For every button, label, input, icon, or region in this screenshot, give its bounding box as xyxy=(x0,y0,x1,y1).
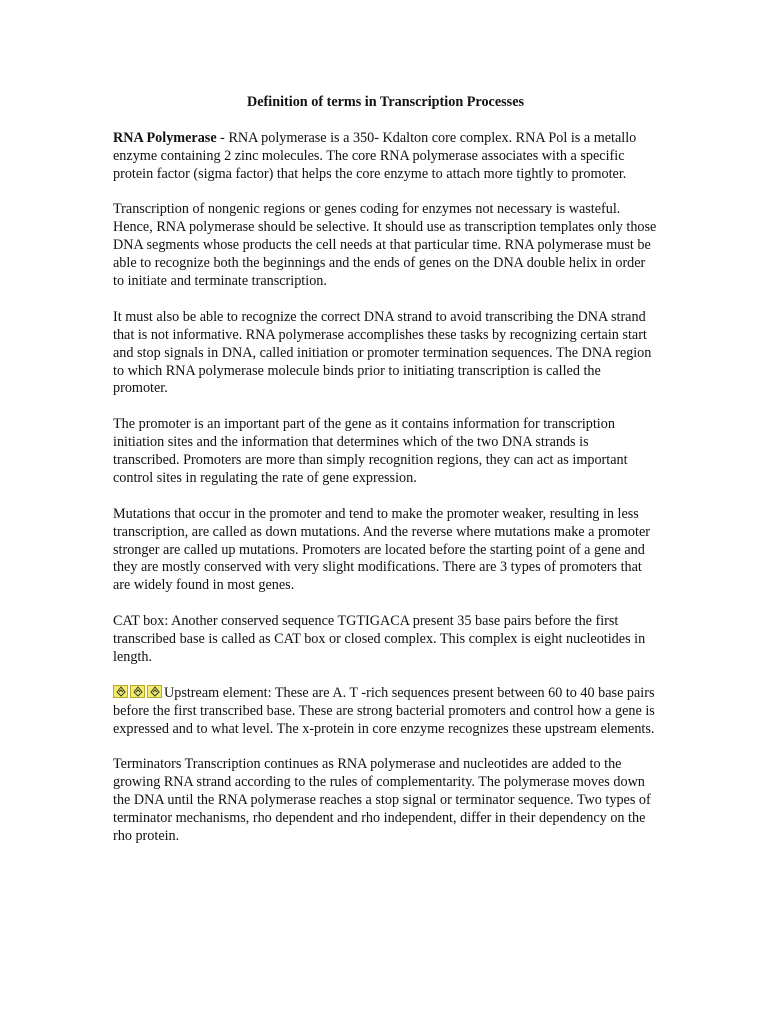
paragraph-terminators: Terminators Transcription continues as RNA polymerase and nucleotides are added to the growing RNA strand according to the rules of complementarity. The polymerase moves down the DNA until the RNA polymerase reaches a stop signal or terminator sequence. Two types of terminator mechanisms, rho dependent and rho independent, differ in their dependency on the rho protein. xyxy=(113,756,651,845)
document-title: Definition of terms in Transcription Processes xyxy=(246,94,525,110)
term-rna-polymerase: RNA Polymerase xyxy=(113,129,217,146)
missing-glyph-icon xyxy=(147,685,162,698)
paragraph-selectivity: Transcription of nongenic regions or genes coding for enzymes not necessary is wasteful. Hence, RNA polymerase should be selective. It should use as transcription templates only those DNA segments whose products the cell needs at that particular time. RNA polymerase must be able to recognize both the beginnings and the ends of genes on the DNA double helix in order to initiate and terminate transcription. xyxy=(113,201,657,290)
missing-glyph-icon xyxy=(130,685,145,698)
document-body xyxy=(113,94,658,864)
paragraph-text: Upstream element: These are A. T -rich sequences present between 60 to 40 base pairs before the first transcribed base. These are strong bacterial promoters and control how a gene is expressed and to what level. The x-protein in core enzyme recognizes these upstream elements. xyxy=(113,684,655,737)
missing-glyph-icon xyxy=(113,685,128,698)
paragraph-promoter: The promoter is an important part of the gene as it contains information for transcription initiation sites and the information that determines which of the two DNA strands is transcribed. Promoters are more than simply recognition regions, they can act as important control sites in regulating the rate of gene expression. xyxy=(113,416,628,486)
paragraph-upstream-element xyxy=(113,685,658,739)
paragraph-mutations: Mutations that occur in the promoter and tend to make the promoter weaker, resulting in less transcription, are called as down mutations. And the reverse where mutations make a promoter stronger are called up mutations. Promoters are located before the starting point of a gene and they are mostly conserved with very slight modifications. There are 3 types of promoters that are widely found in most genes. xyxy=(113,505,650,594)
paragraph-strand-recognition: It must also be able to recognize the correct DNA strand to avoid transcribing the DNA strand that is not informative. RNA polymerase accomplishes these tasks by recognizing certain start and stop signals in DNA, called initiation or promoter termination sequences. The DNA region to which RNA polymerase molecule binds prior to initiating transcription is called the promoter. xyxy=(113,308,652,397)
paragraph-cat-box: CAT box: Another conserved sequence TGTIGACA present 35 base pairs before the first transcribed base is called as CAT box or closed complex. This complex is eight nucleotides in length. xyxy=(113,613,646,665)
paragraph-rna-polymerase xyxy=(113,130,658,184)
paragraph-text: - RNA polymerase is a 350- Kdalton core complex. RNA Pol is a metallo enzyme containing 2 zinc molecules. The core RNA polymerase associates with a specific protein factor (sigma factor) that helps the core enzyme to attach more tightly to promoter. xyxy=(113,129,637,182)
